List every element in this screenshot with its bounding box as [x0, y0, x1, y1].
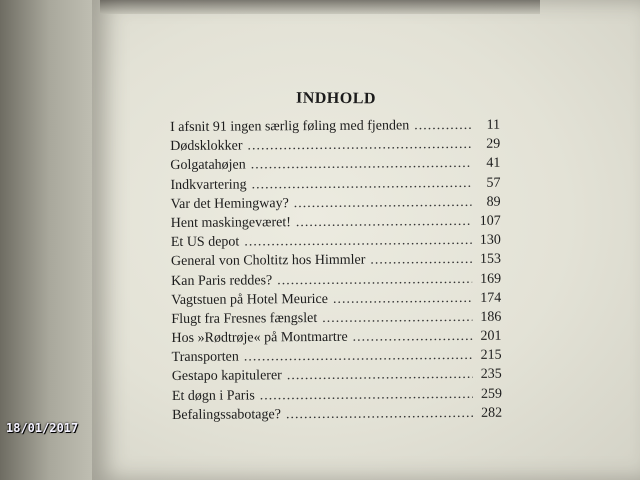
toc-entry-page: 215	[480, 347, 502, 364]
toc-entry-title: Et døgn i Paris	[171, 388, 255, 404]
toc-entry	[171, 214, 501, 235]
toc-entry-title: Kan Paris reddes?	[171, 272, 273, 289]
leader-dots	[353, 329, 473, 346]
leader-dots	[294, 195, 472, 212]
toc-entry	[172, 348, 502, 369]
toc-entry	[171, 233, 501, 254]
toc-entry	[172, 406, 502, 427]
date-stamp: 18/01/2017	[6, 421, 79, 435]
toc-entry	[170, 175, 500, 196]
toc-entry	[170, 137, 500, 158]
toc-entry-page: 186	[480, 309, 502, 325]
toc-entry-title: Var det Hemingway?	[170, 195, 289, 212]
leader-dots	[252, 175, 472, 193]
leader-dots	[333, 291, 472, 308]
table-of-contents	[170, 118, 502, 427]
toc-entry-title: I afsnit 91 ingen særlig føling med fjenden	[170, 118, 410, 135]
toc-entry-page: 201	[480, 328, 502, 344]
toc-entry-title: General von Choltitz hos Himmler	[170, 252, 366, 270]
toc-entry-title: Hent maskingeværet!	[170, 215, 291, 231]
toc-entry-title: Flugt fra Fresnes fængslet	[171, 310, 318, 327]
toc-entry	[170, 156, 500, 177]
toc-entry	[171, 329, 501, 350]
toc-entry-page: 174	[480, 290, 502, 306]
leader-dots	[277, 271, 472, 288]
toc-entry-title: Hos »Rødtrøje« på Montmartre	[171, 329, 348, 347]
toc-entry-title: Befalingssabotage?	[172, 407, 281, 423]
toc-heading: INDHOLD	[295, 89, 377, 108]
toc-entry-page: 235	[480, 367, 502, 383]
leader-dots	[287, 367, 473, 384]
leader-dots	[414, 118, 471, 134]
toc-entry	[171, 271, 501, 292]
toc-entry-page: 153	[479, 252, 502, 268]
leader-dots	[296, 214, 472, 231]
toc-entry-page: 29	[486, 136, 501, 152]
toc-entry-title: Vagtstuen på Hotel Meurice	[171, 291, 328, 308]
toc-entry	[171, 252, 501, 273]
toc-entry-page: 282	[481, 405, 503, 421]
toc-entry-page: 169	[480, 271, 502, 287]
leader-dots	[260, 387, 473, 404]
page-edge-shadow	[100, 0, 540, 14]
leader-dots	[247, 137, 471, 155]
toc-entry	[172, 367, 502, 388]
leader-dots	[244, 348, 473, 366]
toc-entry-title: Golgatahøjen	[170, 157, 246, 174]
toc-entry-page: 259	[480, 386, 502, 402]
toc-entry	[172, 386, 502, 407]
toc-entry-page: 41	[486, 156, 501, 172]
toc-entry-title: Et US depot	[170, 234, 240, 251]
toc-entry-page: 57	[486, 175, 501, 191]
toc-entry	[171, 290, 501, 311]
toc-entry-page: 89	[486, 194, 501, 210]
toc-entry-page: 11	[486, 117, 501, 133]
toc-entry-title: Dødsklokker	[170, 138, 243, 155]
leader-dots	[251, 156, 472, 174]
leader-dots	[370, 252, 472, 269]
leader-dots	[286, 406, 473, 423]
leader-dots	[244, 233, 472, 251]
leader-dots	[322, 310, 472, 327]
toc-entry	[171, 310, 501, 331]
toc-entry-title: Transporten	[171, 349, 239, 366]
toc-entry-title: Indkvartering	[170, 177, 247, 193]
toc-entry	[170, 118, 500, 139]
toc-entry-title: Gestapo kapitulerer	[171, 368, 282, 385]
toc-entry-page: 107	[479, 213, 501, 229]
toc-entry-page: 130	[479, 232, 501, 248]
toc-entry	[171, 194, 501, 215]
